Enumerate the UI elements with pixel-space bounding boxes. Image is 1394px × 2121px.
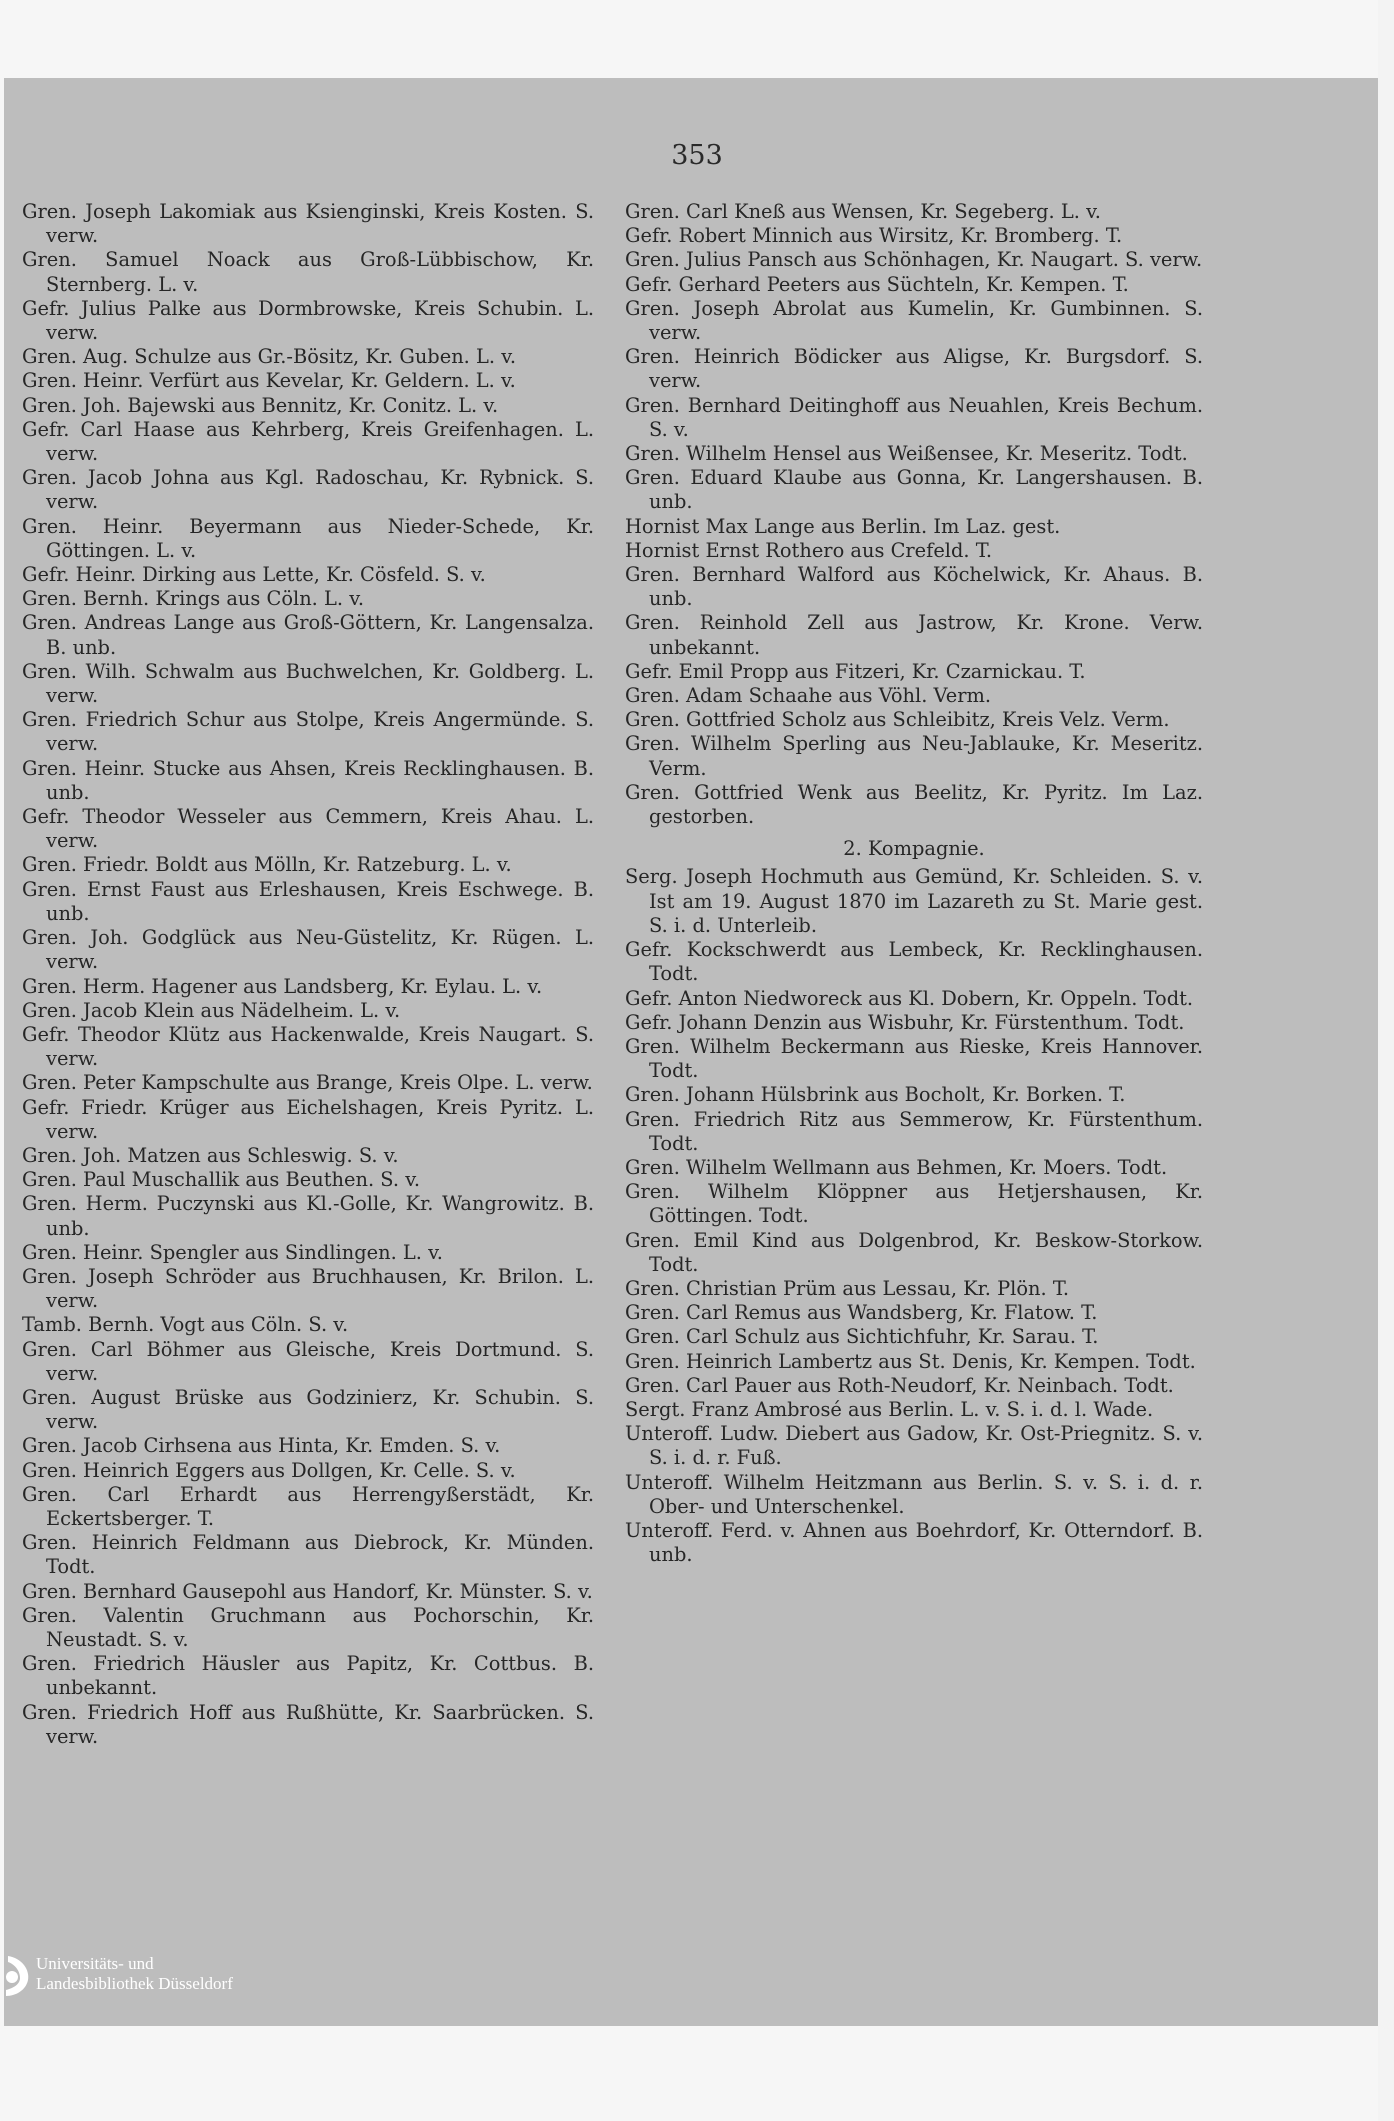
casualty-entry: Gren. Jacob Klein aus Nädelheim. L. v. <box>22 998 401 1022</box>
left-column <box>22 200 594 1749</box>
casualty-entry: Gren. Heinrich Eggers aus Dollgen, Kr. Celle. S. v. <box>22 1458 516 1482</box>
casualty-entry: Gren. Joseph Abrolat aus Kumelin, Kr. Gumbinnen. S. verw. <box>625 296 1203 345</box>
casualty-entry: Gren. Ernst Faust aus Erleshausen, Kreis Eschwege. B. unb. <box>22 877 594 925</box>
casualty-entry: Gefr. Theodor Klütz aus Hackenwalde, Kreis Naugart. S. verw. <box>22 1022 594 1071</box>
casualty-entry: Gren. Friedrich Häusler aus Papitz, Kr. Cottbus. B. unbekannt. <box>22 1652 594 1700</box>
right-column <box>625 200 1203 1567</box>
casualty-entry: Gefr. Johann Denzin aus Wisbuhr, Kr. Fürstenthum. Todt. <box>625 1010 1185 1034</box>
casualty-entry: Gefr. Emil Propp aus Fitzeri, Kr. Czarnickau. T. <box>625 659 1086 683</box>
casualty-entry: Gren. Friedr. Boldt aus Mölln, Kr. Ratzeburg. L. v. <box>22 853 512 877</box>
right-column-entries-second <box>625 865 1203 1567</box>
casualty-entry: Unteroff. Ferd. v. Ahnen aus Boehrdorf, Kr. Otterndorf. B. unb. <box>625 1518 1203 1567</box>
casualty-entry: Gren. Wilhelm Klöppner aus Hetjershausen, Kr. Göttingen. Todt. <box>625 1180 1203 1228</box>
casualty-entry: Gren. Wilh. Schwalm aus Buchwelchen, Kr. Goldberg. L. verw. <box>22 659 594 708</box>
section-heading: 2. Kompagnie. <box>843 837 985 861</box>
casualty-entry: Gren. Gottfried Scholz aus Schleibitz, Kreis Velz. Verm. <box>625 708 1170 732</box>
casualty-entry: Gren. Heinr. Spengler aus Sindlingen. L. v. <box>22 1240 443 1264</box>
right-column-entries-first <box>625 200 1203 829</box>
library-logo-icon <box>2 1950 34 2002</box>
casualty-entry: Gren. Heinrich Bödicker aus Aligse, Kr. Burgsdorf. S. verw. <box>625 345 1203 393</box>
casualty-entry: Gren. Johann Hülsbrink aus Bocholt, Kr. Borken. T. <box>625 1083 1126 1107</box>
casualty-entry: Gren. Carl Böhmer aus Gleische, Kreis Dortmund. S. verw. <box>22 1337 594 1385</box>
casualty-entry: Gefr. Kockschwerdt aus Lembeck, Kr. Recklinghausen. Todt. <box>625 938 1203 986</box>
casualty-entry: Gren. August Brüske aus Godzinierz, Kr. Schubin. S. verw. <box>22 1385 594 1434</box>
casualty-entry: Hornist Max Lange aus Berlin. Im Laz. gest. <box>625 514 1061 538</box>
casualty-entry: Gren. Christian Prüm aus Lessau, Kr. Plön. T. <box>625 1276 1070 1300</box>
casualty-entry: Gren. Julius Pansch aus Schönhagen, Kr. Naugart. S. verw. <box>625 248 1203 272</box>
casualty-entry: Gren. Jacob Cirhsena aus Hinta, Kr. Emden. S. v. <box>22 1434 501 1458</box>
casualty-entry: Gren. Friedrich Schur aus Stolpe, Kreis Angermünde. S. verw. <box>22 708 594 756</box>
library-name-line2: Landesbibliothek Düsseldorf <box>36 1974 233 1993</box>
casualty-entry: Gren. Joh. Matzen aus Schleswig. S. v. <box>22 1143 399 1167</box>
casualty-entry: Gren. Heinrich Feldmann aus Diebrock, Kr. Münden. Todt. <box>22 1531 594 1579</box>
casualty-entry: Gren. Heinr. Beyermann aus Nieder-Schede, Kr. Göttingen. L. v. <box>22 514 594 562</box>
page-margin <box>1378 0 1394 2121</box>
casualty-entry: Gren. Wilhelm Wellmann aus Behmen, Kr. Moers. Todt. <box>625 1155 1168 1179</box>
casualty-entry: Gefr. Friedr. Krüger aus Eichelshagen, Kreis Pyritz. L. verw. <box>22 1095 594 1143</box>
library-name <box>36 1954 233 1994</box>
casualty-entry: Gren. Andreas Lange aus Groß-Göttern, Kr. Langensalza. B. unb. <box>22 611 594 659</box>
casualty-entry: Gren. Carl Kneß aus Wensen, Kr. Segeberg. L. v. <box>625 200 1101 223</box>
casualty-entry: Gren. Joseph Schröder aus Bruchhausen, Kr. Brilon. L. verw. <box>22 1264 594 1313</box>
casualty-entry: Gren. Heinr. Stucke aus Ahsen, Kreis Recklinghausen. B. unb. <box>22 756 594 804</box>
casualty-entry: Gren. Eduard Klaube aus Gonna, Kr. Langershausen. B. unb. <box>625 466 1203 514</box>
casualty-entry: Gren. Bernhard Deitinghoff aus Neuahlen, Kreis Bechum. S. v. <box>625 393 1203 441</box>
casualty-entry: Gren. Wilhelm Beckermann aus Rieske, Kreis Hannover. Todt. <box>625 1034 1203 1083</box>
casualty-entry: Gefr. Heinr. Dirking aus Lette, Kr. Cösfeld. S. v. <box>22 563 486 587</box>
casualty-entry: Gren. Joh. Bajewski aus Bennitz, Kr. Conitz. L. v. <box>22 393 499 417</box>
casualty-entry: Hornist Ernst Rothero aus Crefeld. T. <box>625 538 992 562</box>
casualty-entry: Gefr. Theodor Wesseler aus Cemmern, Kreis Ahau. L. verw. <box>22 805 594 853</box>
casualty-entry: Gren. Joh. Godglück aus Neu-Güstelitz, Kr. Rügen. L. verw. <box>22 926 594 974</box>
casualty-entry: Gren. Friedrich Hoff aus Rußhütte, Kr. Saarbrücken. S. verw. <box>22 1700 594 1748</box>
casualty-entry: Sergt. Franz Ambrosé aus Berlin. L. v. S. i. d. l. Wade. <box>625 1397 1154 1421</box>
casualty-entry: Gren. Emil Kind aus Dolgenbrod, Kr. Beskow-Storkow. Todt. <box>625 1228 1203 1276</box>
casualty-entry: Gefr. Robert Minnich aus Wirsitz, Kr. Bromberg. T. <box>625 224 1123 248</box>
library-name-line1: Universitäts- und <box>36 1954 154 1973</box>
casualty-entry: Gren. Herm. Puczynski aus Kl.-Golle, Kr. Wangrowitz. B. unb. <box>22 1192 594 1240</box>
casualty-entry: Gren. Wilhelm Sperling aus Neu-Jablauke, Kr. Meseritz. Verm. <box>625 732 1203 780</box>
casualty-entry: Gren. Carl Erhardt aus Herrengyßerstädt, Kr. Eckertsberger. T. <box>22 1482 594 1530</box>
casualty-entry: Gren. Peter Kampschulte aus Brange, Kreis Olpe. L. verw. <box>22 1071 593 1095</box>
casualty-entry: Gren. Carl Remus aus Wandsberg, Kr. Flatow. T. <box>625 1301 1098 1325</box>
library-watermark <box>0 1950 260 2010</box>
casualty-entry: Gren. Gottfried Wenk aus Beelitz, Kr. Pyritz. Im Laz. gestorben. <box>625 780 1203 829</box>
casualty-entry: Gren. Paul Muschallik aus Beuthen. S. v. <box>22 1168 421 1192</box>
casualty-entry: Gren. Heinrich Lambertz aus St. Denis, Kr. Kempen. Todt. <box>625 1349 1196 1373</box>
casualty-entry: Serg. Joseph Hochmuth aus Gemünd, Kr. Schleiden. S. v. Ist am 19. August 1870 im Lazareth zu St. Marie gest. S. i. d. Unterleib. <box>625 865 1203 937</box>
casualty-entry: Gefr. Anton Niedworeck aus Kl. Dobern, Kr. Oppeln. Todt. <box>625 986 1194 1010</box>
casualty-entry: Gren. Samuel Noack aus Groß-Lübbischow, Kr. Sternberg. L. v. <box>22 248 594 296</box>
casualty-entry: Gren. Heinr. Verfürt aus Kevelar, Kr. Geldern. L. v. <box>22 369 516 393</box>
casualty-entry: Gren. Adam Schaahe aus Vöhl. Verm. <box>625 684 992 708</box>
casualty-entry: Tamb. Bernh. Vogt aus Cöln. S. v. <box>22 1313 349 1337</box>
casualty-entry: Gren. Carl Schulz aus Sichtichfuhr, Kr. Sarau. T. <box>625 1325 1099 1349</box>
casualty-entry: Gren. Joseph Lakomiak aus Ksienginski, Kreis Kosten. S. verw. <box>22 200 594 248</box>
casualty-entry: Gren. Valentin Gruchmann aus Pochorschin, Kr. Neustadt. S. v. <box>22 1603 594 1651</box>
casualty-entry: Unteroff. Ludw. Diebert aus Gadow, Kr. Ost-Priegnitz. S. v. S. i. d. r. Fuß. <box>625 1422 1203 1470</box>
casualty-entry: Gren. Friedrich Ritz aus Semmerow, Kr. Fürstenthum. Todt. <box>625 1107 1203 1155</box>
casualty-entry: Gren. Bernh. Krings aus Cöln. L. v. <box>22 587 365 611</box>
casualty-entry: Gren. Bernhard Gausepohl aus Handorf, Kr. Münster. S. v. <box>22 1579 593 1603</box>
casualty-entry: Gren. Wilhelm Hensel aus Weißensee, Kr. Meseritz. Todt. <box>625 442 1188 466</box>
casualty-entry: Gren. Bernhard Walford aus Köchelwick, Kr. Ahaus. B. unb. <box>625 563 1203 611</box>
casualty-entry: Gren. Aug. Schulze aus Gr.-Bösitz, Kr. Guben. L. v. <box>22 345 517 369</box>
casualty-entry: Unteroff. Wilhelm Heitzmann aus Berlin. S. v. S. i. d. r. Ober- und Unterschenkel. <box>625 1470 1203 1518</box>
casualty-entry: Gren. Reinhold Zell aus Jastrow, Kr. Krone. Verw. unbekannt. <box>625 611 1203 659</box>
casualty-entry: Gren. Herm. Hagener aus Landsberg, Kr. Eylau. L. v. <box>22 974 543 998</box>
casualty-entry: Gefr. Julius Palke aus Dormbrowske, Kreis Schubin. L. verw. <box>22 296 594 345</box>
page-number: 353 <box>671 140 723 171</box>
casualty-entry: Gren. Carl Pauer aus Roth-Neudorf, Kr. Neinbach. Todt. <box>625 1373 1174 1397</box>
casualty-entry: Gren. Jacob Johna aus Kgl. Radoschau, Kr. Rybnick. S. verw. <box>22 466 594 514</box>
casualty-entry: Gefr. Gerhard Peeters aus Süchteln, Kr. Kempen. T. <box>625 272 1129 296</box>
casualty-entry: Gefr. Carl Haase aus Kehrberg, Kreis Greifenhagen. L. verw. <box>22 417 594 466</box>
